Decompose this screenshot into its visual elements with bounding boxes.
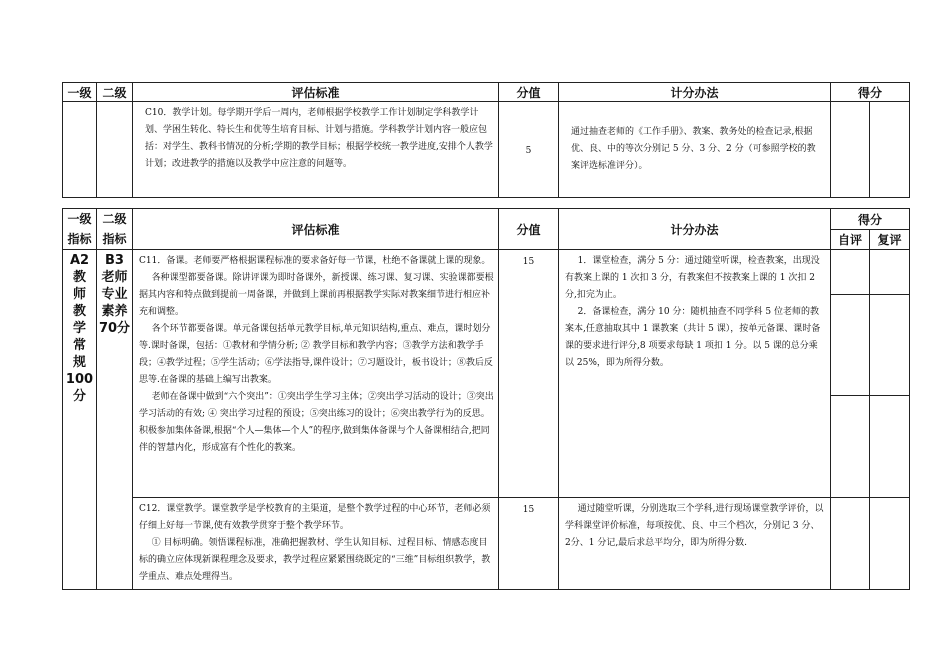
- level2-label-4: 70分: [98, 321, 131, 336]
- level1-index-a2: [63, 250, 97, 590]
- header-level1-index: 一级指标: [63, 209, 97, 250]
- header-method-2: 计分办法: [559, 209, 831, 250]
- method-c11: [559, 250, 831, 498]
- review-score-c12[interactable]: [870, 498, 910, 590]
- level1-label-4: 学: [72, 321, 86, 336]
- level2-label-2: 专业: [101, 287, 128, 302]
- c11-method-1: 2．备课检查，满分 10 分：随机抽查不同学科 5 位老师的教案本,任意抽取其中 1 课教案（共计 5 课），按单元备课、课时备课的要求进行评分,8 项要求每缺 1 项扣 1 分。以 5 课的总分乘以 25%，即为所得分数。: [565, 307, 821, 368]
- level1-label-0: A2: [69, 253, 90, 268]
- method-c10: 通过抽查老师的《工作手册》、教案、教务处的检查记录,根据优、良、中的等次分别记 5 分、3 分、2 分（可参照学校的教案评选标准评分）。: [559, 102, 831, 198]
- c11-para-0: C11．备课。老师要严格根据课程标准的要求备好每一节课，杜绝不备课就上课的现象。: [139, 256, 491, 266]
- header-method: 计分办法: [559, 83, 831, 102]
- c11-para-3: 老师在备课中做到“六个突出”：①突出学生学习主体；②突出学习活动的设计；③突出学习活动的有效; ④ 突出学习过程的预设；⑤突出练习的设计；⑥突出教学行为的反思。积极参加集体备课,根据“个人—集体—个人”的程序,做到集体备课与个人备课相结合,把同伴的智慧内化，形成富有个性化的教案。: [139, 392, 494, 453]
- header-level2: 二级: [97, 83, 133, 102]
- c11-para-1: 各种课型都要备课。除讲评课为即时备课外，新授课、练习课、复习课、实验课都要根据其内容和特点做到提前一周备课，并做到上课前再根据教学实际对教案细节进行相应补充和调整。: [139, 273, 494, 317]
- points-c10: 5: [499, 102, 559, 198]
- header-self-eval: 自评: [831, 230, 870, 250]
- level2-cell: [97, 102, 133, 198]
- review-score-cell[interactable]: [870, 102, 910, 198]
- header-level2-index: 二级指标: [97, 209, 133, 250]
- points-c12: 15: [499, 498, 559, 590]
- criteria-c12: [133, 498, 499, 590]
- review-score-c11[interactable]: [870, 250, 910, 498]
- evaluation-table-top: [62, 82, 910, 198]
- c12-para-1: ① 目标明确。领悟课程标准，准确把握教材、学生认知目标、过程目标、情感态度目标的确立应体现新课程理念及要求，教学过程应紧紧围绕既定的“三维”目标组织教学，教学重点、难点处理得当。: [139, 538, 491, 582]
- self-score-cell[interactable]: [831, 102, 870, 198]
- self-score-c12[interactable]: [831, 498, 870, 590]
- c11-method-0: 1．课堂检查，满分 5 分：通过随堂听课，检查教案，出现没有教案上课的 1 次扣 3 分，有教案但不按教案上课的 1 次扣 2 分,扣完为止。: [565, 256, 820, 300]
- header-points: 分值: [499, 83, 559, 102]
- header-points-2: 分值: [499, 209, 559, 250]
- self-score-c11[interactable]: [831, 250, 870, 498]
- level2-label-0: B3: [105, 253, 124, 268]
- level1-label-3: 教: [72, 304, 86, 319]
- c12-para-0: C12．课堂教学。课堂教学是学校教育的主渠道，是整个教学过程的中心环节，老师必须仔细上好每一节课,使有效教学贯穿于整个教学环节。: [139, 504, 491, 531]
- header-review: 复评: [870, 230, 910, 250]
- level2-label-3: 素养: [101, 304, 128, 319]
- c11-para-2: 各个环节都要备课。单元备课包括单元教学目标,单元知识结构,重点、难点，课时划分等.课时备课，包括：①教材和学情分析; ② 教学目标和教学内容；③教学方法和教学手段；④教学过程；⑤学生活动；⑥学法指导,课件设计；⑦习题设计，板书设计；⑧教后反思等.在备课的基础上编写出教案。: [139, 324, 493, 385]
- evaluation-table-main: [62, 208, 910, 590]
- level1-label-1: 教: [72, 270, 86, 285]
- level1-label-5: 常: [72, 338, 86, 353]
- method-c12: [559, 498, 831, 590]
- criteria-c10: C10．教学计划。每学期开学后一周内，老师根据学校教学工作计划制定学科教学计划、学困生转化、特长生和优等生培育目标、计划与措施。学科教学计划内容一般应包括：对学生、教科书情况的分析;学期的教学目标；根据学校统一教学进度,安排个人教学计划；改进教学的措施以及教学中应注意的问题等。: [133, 102, 499, 198]
- points-c11: 15: [499, 250, 559, 498]
- criteria-c11: [133, 250, 499, 498]
- level1-cell: [63, 102, 97, 198]
- c12-method-0: 通过随堂听课，分别选取三个学科,进行现场课堂教学评价，以学科课堂评价标准，每项按优、良、中三个档次，分别记 3 分、2分、1 分记,最后求总平均分，即为所得分数.: [565, 504, 824, 548]
- level2-label-1: 老师: [101, 270, 128, 285]
- level1-label-6: 规: [72, 355, 86, 370]
- header-score-2: 得分: [831, 209, 910, 230]
- level1-label-8: 分: [72, 389, 86, 404]
- level1-label-7: 100: [65, 372, 94, 387]
- level1-label-2: 师: [72, 287, 86, 302]
- header-criteria-2: 评估标准: [133, 209, 499, 250]
- level2-index-b3: [97, 250, 133, 590]
- header-criteria: 评估标准: [133, 83, 499, 102]
- header-score: 得分: [831, 83, 910, 102]
- header-level1: 一级: [63, 83, 97, 102]
